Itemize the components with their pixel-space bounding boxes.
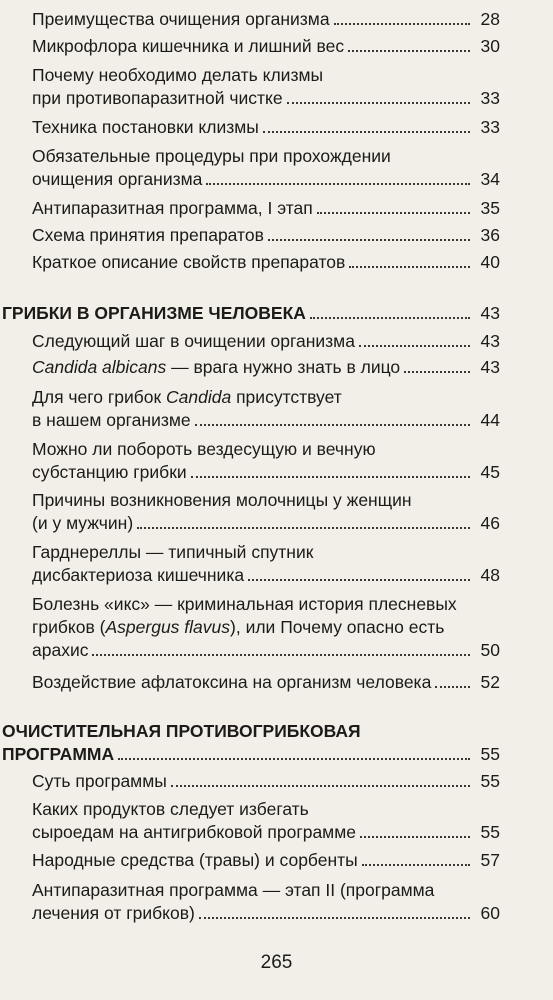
toc-entry-title: Антипаразитная программа — этап II (программа [32, 880, 435, 900]
toc-entry-line [32, 224, 500, 247]
toc-entry-line [2, 720, 500, 743]
toc-entry-title: Краткое описание свойств препаратов [32, 252, 346, 272]
toc-entry-line [32, 879, 500, 902]
dot-leader [435, 686, 470, 688]
toc-page-number: 45 [480, 462, 500, 482]
toc-entry-line [32, 593, 500, 616]
toc-entry [32, 879, 500, 925]
toc-page-number: 28 [480, 9, 500, 29]
dot-leader [334, 23, 470, 25]
toc-entry [32, 330, 500, 353]
dot-leader [195, 424, 470, 426]
page-number: 265 [260, 952, 293, 973]
toc-page-number: 50 [480, 640, 500, 660]
toc-entry-title: Воздействие афлатоксина на организм человека [32, 672, 432, 692]
toc-entry-title: Суть программы [32, 771, 167, 791]
toc-entry [32, 64, 500, 110]
toc-entry-title: Микрофлора кишечника и лишний вес [32, 36, 345, 56]
dot-leader [248, 579, 470, 581]
toc-entry-line [32, 616, 500, 639]
toc-entry-title: Почему необходимо делать клизмы [32, 65, 324, 85]
toc-entry-line [32, 639, 500, 662]
toc-section-heading [2, 720, 500, 766]
toc-entry-title: Болезнь «икс» — криминальная история плесневых [32, 594, 457, 614]
toc-entry-line [32, 356, 500, 379]
dot-leader [268, 239, 470, 241]
toc-page-number: 48 [480, 565, 500, 585]
toc-entry-line [32, 116, 500, 139]
toc-page-number: 43 [480, 331, 500, 351]
toc-page-number: 55 [480, 744, 500, 764]
toc-page-number: 33 [480, 117, 500, 137]
toc-entry-line [32, 770, 500, 793]
toc-entry-title: очищения организма [32, 169, 203, 189]
toc-page-number: 34 [480, 169, 500, 189]
toc-entry-line [32, 197, 500, 220]
toc-entry-title: Преимущества очищения организма [32, 9, 330, 29]
dot-leader [206, 183, 470, 185]
toc-section-heading [2, 302, 500, 325]
toc-entry-line [32, 168, 500, 191]
dot-leader [199, 917, 470, 919]
toc-page-number: 52 [480, 672, 500, 692]
toc-entry-title: Для чего грибок Candida присутствует [32, 387, 342, 407]
toc-entry [32, 541, 500, 587]
toc-entry [32, 489, 500, 535]
toc-entry-title: Каких продуктов следует избегать [32, 799, 309, 819]
dot-leader [360, 836, 470, 838]
toc-entry [32, 116, 500, 139]
toc-page-number: 40 [480, 252, 500, 272]
toc-entry [32, 438, 500, 484]
toc-entry-line [32, 8, 500, 31]
toc-entry [32, 356, 500, 379]
toc-entry [32, 224, 500, 247]
toc-entry-line [32, 64, 500, 87]
toc-entry-title: дисбактериоза кишечника [32, 565, 245, 585]
dot-leader [263, 131, 470, 133]
toc-entry-line [32, 849, 500, 872]
toc-entry-line [32, 386, 500, 409]
toc-page-number: 30 [480, 36, 500, 56]
dot-leader [137, 527, 470, 529]
toc-entry [32, 251, 500, 274]
toc-entry-line [32, 438, 500, 461]
dot-leader [118, 758, 470, 760]
dot-leader [349, 266, 470, 268]
toc-entry-title: ГРИБКИ В ОРГАНИЗМЕ ЧЕЛОВЕКА [2, 303, 306, 323]
toc-page-number: 33 [480, 88, 500, 108]
toc-entry-line [32, 145, 500, 168]
toc-entry [32, 8, 500, 31]
toc-entry [32, 386, 500, 432]
toc-entry-line [2, 302, 500, 325]
dot-leader [362, 864, 470, 866]
toc-entry-line [32, 512, 500, 535]
toc-entry-line [32, 461, 500, 484]
dot-leader [310, 317, 470, 319]
toc-entry-title: Причины возникновения молочницы у женщин [32, 490, 412, 510]
dot-leader [287, 102, 470, 104]
toc-page-number: 43 [480, 303, 500, 323]
toc-entry-line [32, 251, 500, 274]
toc-entry-title: при противопаразитной чистке [32, 88, 283, 108]
toc-entry-title: Можно ли побороть вездесущую и вечную [32, 439, 376, 459]
toc-entry-title: Схема принятия препаратов [32, 225, 264, 245]
toc-entry-title: Гарднереллы — типичный спутник [32, 542, 314, 562]
toc-entry-line [32, 330, 500, 353]
toc-page-number: 44 [480, 410, 500, 430]
toc-entry-line [32, 489, 500, 512]
toc-page-number: 35 [480, 198, 500, 218]
toc-entry-line [32, 541, 500, 564]
toc-entry-title: лечения от грибков) [32, 903, 195, 923]
dot-leader [348, 50, 470, 52]
toc-entry-line [2, 743, 500, 766]
toc-entry-title: в нашем организме [32, 410, 191, 430]
dot-leader [359, 345, 470, 347]
toc-entry-title: Антипаразитная программа, I этап [32, 198, 313, 218]
dot-leader [317, 212, 470, 214]
toc-entry-line [32, 902, 500, 925]
toc-entry-title: Техника постановки клизмы [32, 117, 259, 137]
toc-page-number: 60 [480, 903, 500, 923]
toc-entry-line [32, 564, 500, 587]
toc-entry [32, 849, 500, 872]
dot-leader [404, 371, 470, 373]
toc-page-number: 46 [480, 513, 500, 533]
toc-page-number: 43 [480, 357, 500, 377]
dot-leader [171, 785, 470, 787]
toc-entry-title: Candida albicans — врага нужно знать в лицо [32, 357, 401, 377]
toc-entry [32, 593, 500, 662]
toc-entry-title: Народные средства (травы) и сорбенты [32, 850, 358, 870]
toc-entry-title: субстанцию грибки [32, 462, 187, 482]
dot-leader [191, 476, 470, 478]
dot-leader [92, 654, 470, 656]
toc-entry-title: ПРОГРАММА [2, 744, 115, 764]
toc-entry [32, 770, 500, 793]
toc-entry-title: арахис [32, 640, 89, 660]
toc-entry-line [32, 409, 500, 432]
toc-entry [32, 798, 500, 844]
toc-entry-line [32, 821, 500, 844]
toc-entry-line [32, 87, 500, 110]
toc-entry [32, 145, 500, 191]
toc-entry-title: (и у мужчин) [32, 513, 134, 533]
toc-page-number: 36 [480, 225, 500, 245]
toc-page-number: 55 [480, 822, 500, 842]
toc-entry-title: Обязательные процедуры при прохождении [32, 146, 391, 166]
toc-entry-line [32, 671, 500, 694]
toc-entry-title: ОЧИСТИТЕЛЬНАЯ ПРОТИВОГРИБКОВАЯ [2, 721, 361, 741]
toc-entry-title: грибков (Aspergus flavus), или Почему опасно есть [32, 617, 445, 637]
toc-entry [32, 35, 500, 58]
toc-page-number: 57 [480, 850, 500, 870]
toc-entry-line [32, 798, 500, 821]
toc-page-number: 55 [480, 771, 500, 791]
toc-entry-title: сыроедам на антигрибковой программе [32, 822, 356, 842]
toc-entry [32, 671, 500, 694]
toc-entry-title: Следующий шаг в очищении организма [32, 331, 355, 351]
toc-entry-line [32, 35, 500, 58]
toc-entry [32, 197, 500, 220]
